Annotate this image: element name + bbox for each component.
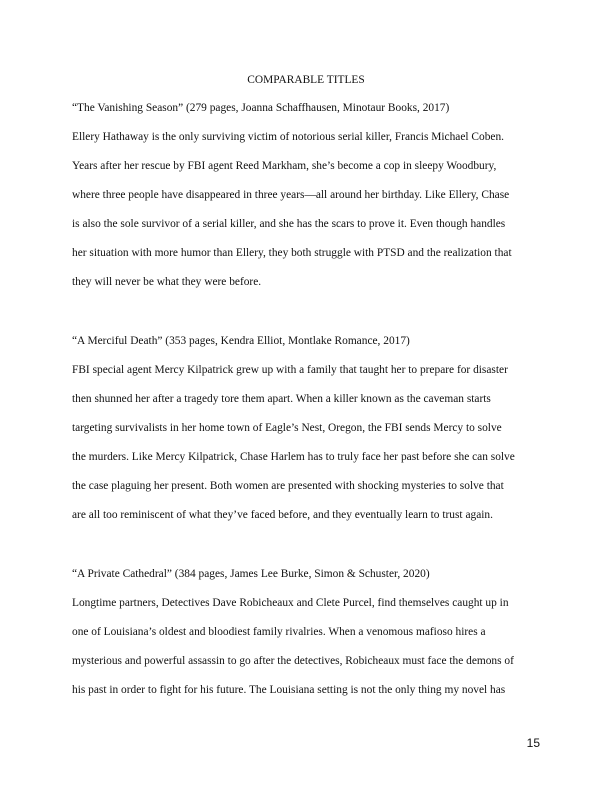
- description-line: is also the sole survivor of a serial killer, and she has the scars to prove it. Even though handles: [72, 218, 506, 230]
- page-heading: COMPARABLE TITLES: [247, 74, 365, 86]
- description-line: Ellery Hathaway is the only surviving victim of notorious serial killer, Francis Michael Coben.: [72, 131, 504, 143]
- description-line: where three people have disappeared in three years—all around her birthday. Like Ellery, Chase: [72, 189, 510, 201]
- comparable-title-entry: [72, 566, 552, 711]
- description-line: Years after her rescue by FBI agent Reed Markham, she’s become a cop in sleepy Woodbury,: [72, 160, 497, 172]
- description-line: they will never be what they were before.: [72, 276, 262, 288]
- comparable-title-line: “The Vanishing Season” (279 pages, Joanna Schaffhausen, Minotaur Books, 2017): [72, 102, 450, 114]
- comparable-title-line: “A Merciful Death” (353 pages, Kendra Elliot, Montlake Romance, 2017): [72, 335, 410, 347]
- description-line: his past in order to fight for his future. The Louisiana setting is not the only thing my novel has: [72, 684, 506, 696]
- description-line: her situation with more humor than Ellery, they both struggle with PTSD and the realization that: [72, 247, 512, 259]
- description-line: then shunned her after a tragedy tore them apart. When a killer known as the caveman starts: [72, 393, 491, 405]
- comparable-title-entry: [72, 100, 552, 303]
- comparable-title-entry: [72, 333, 552, 536]
- comparable-title-line: “A Private Cathedral” (384 pages, James Lee Burke, Simon & Schuster, 2020): [72, 568, 430, 580]
- page-number: 15: [526, 736, 540, 750]
- description-line: the murders. Like Mercy Kilpatrick, Chase Harlem has to truly face her past before she can solve: [72, 451, 515, 463]
- description-line: one of Louisiana’s oldest and bloodiest family rivalries. When a venomous mafioso hires a: [72, 626, 486, 638]
- description-line: mysterious and powerful assassin to go after the detectives, Robicheaux must face the demons of: [72, 655, 514, 667]
- description-line: targeting survivalists in her home town of Eagle’s Nest, Oregon, the FBI sends Mercy to solve: [72, 422, 502, 434]
- description-line: Longtime partners, Detectives Dave Robicheaux and Clete Purcel, find themselves caught up in: [72, 597, 509, 609]
- description-line: FBI special agent Mercy Kilpatrick grew up with a family that taught her to prepare for disaster: [72, 364, 508, 376]
- description-line: the case plaguing her present. Both women are presented with shocking mysteries to solve that: [72, 480, 504, 492]
- description-line: are all too reminiscent of what they’ve faced before, and they eventually learn to trust again.: [72, 509, 493, 521]
